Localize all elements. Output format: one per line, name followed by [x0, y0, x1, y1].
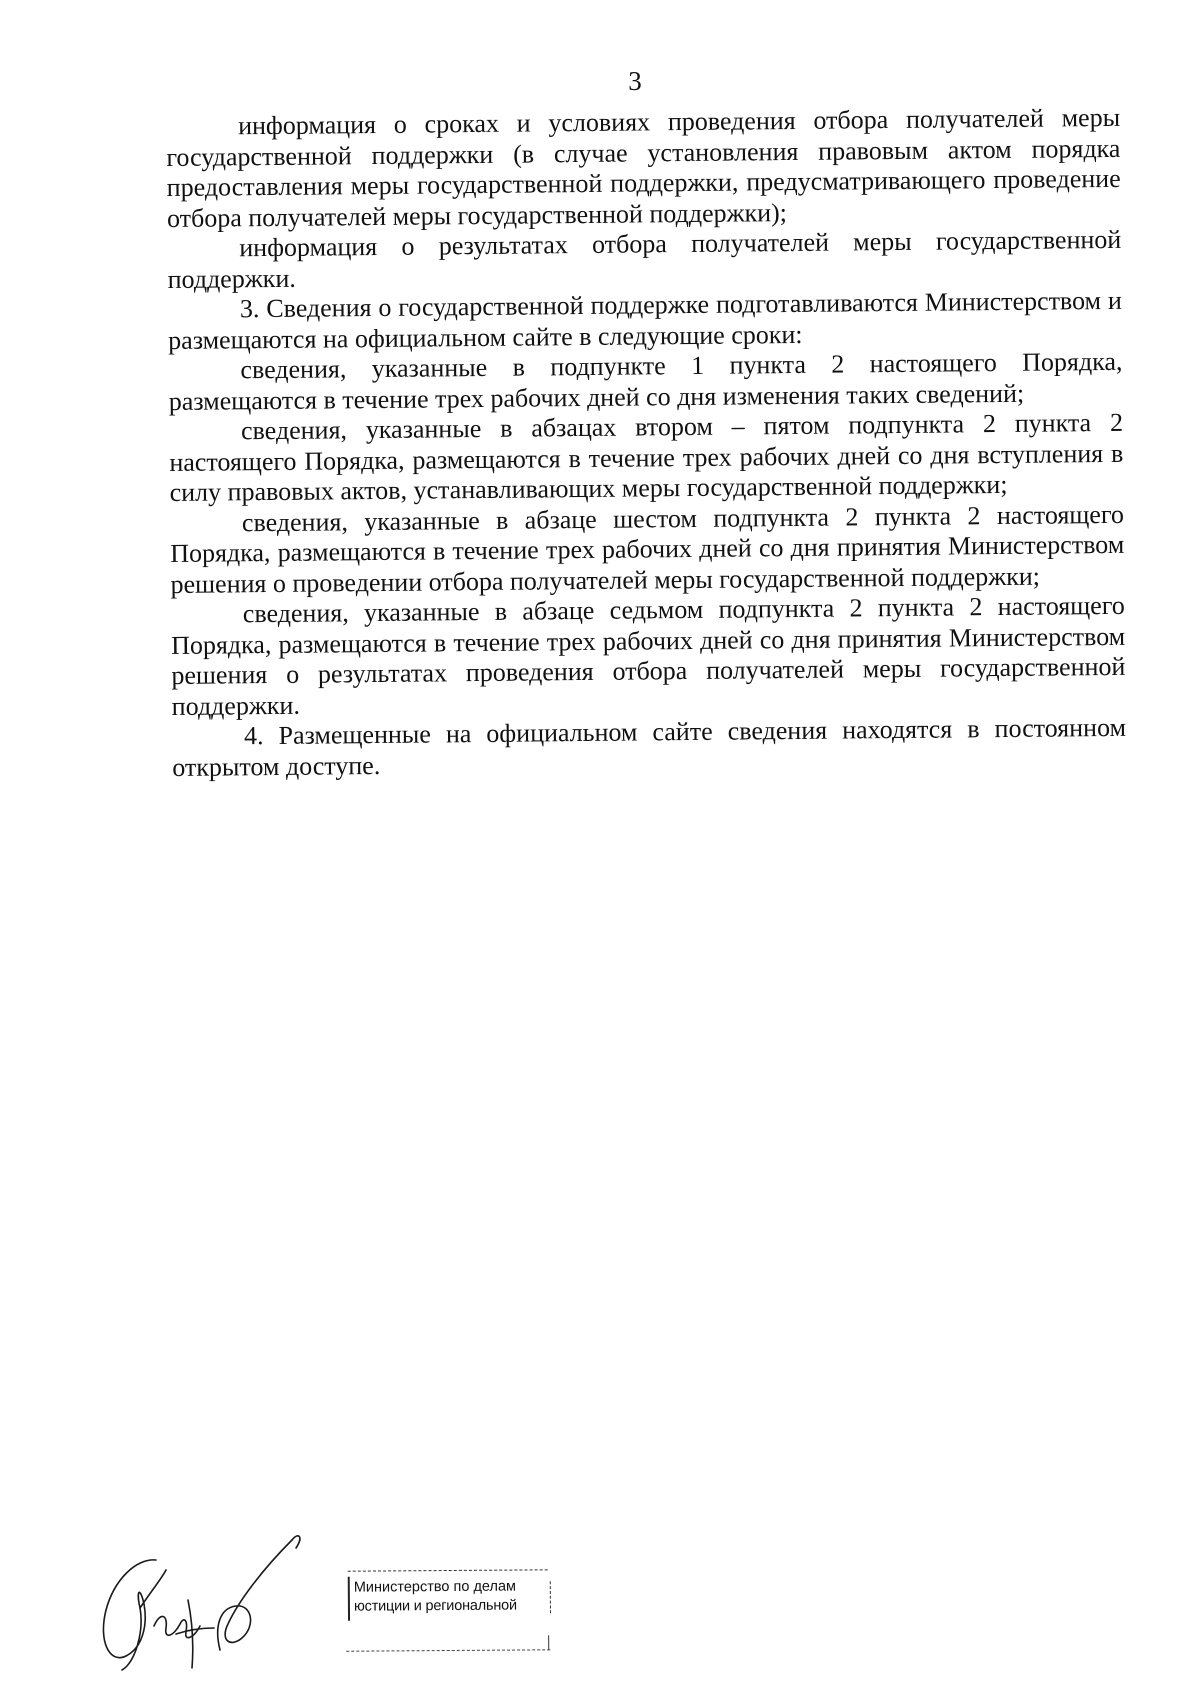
paragraph-selection-info: информация о сроках и условиях проведения отбора получателей меры государственной поддержки (в случае установления правовым актом порядка предоставления меры государственной поддержки, предусматривающего проведение отбора получателей меры государственной поддержки);	[166, 102, 1121, 233]
document-body	[166, 103, 1126, 783]
paragraph-item-3: 3. Сведения о государственной поддержке подготавливаются Министерством и размещаются на официальном сайте в следующие сроки:	[168, 285, 1122, 355]
stamp-bottom-border	[346, 1649, 550, 1651]
stamp-line-2: юстиции и региональной	[353, 1597, 517, 1615]
paragraph-selection-results: информация о результатах отбора получателей меры государственной поддержки.	[167, 224, 1122, 294]
paragraph-subitem-2-deadline: сведения, указанные в абзацах втором – пятом подпункта 2 пункта 2 настоящего Порядка, размещаются в течение трех рабочих дней со дня вступления в силу правовых актов, устанавливающих меры государственной поддержки;	[169, 407, 1124, 507]
handwritten-signature-icon	[96, 1530, 306, 1680]
stamp	[340, 1569, 561, 1661]
stamp-line-1: Министерство по делам	[353, 1578, 517, 1596]
stamp-top-border	[348, 1569, 548, 1571]
paragraph-subitem-1-deadline: сведения, указанные в подпункте 1 пункта 2 настоящего Порядка, размещаются в течение трех рабочих дней со дня изменения таких сведений;	[168, 346, 1123, 416]
page-number: 3	[628, 66, 642, 96]
stamp-bottom-tick	[548, 1635, 549, 1650]
paragraph-sixth-abzac-deadline: сведения, указанные в абзаце шестом подпункта 2 пункта 2 настоящего Порядка, размещаются в течение трех рабочих дней со дня принятия Министерством решения о проведении отбора получателей меры государственной поддержки;	[170, 499, 1125, 599]
paragraph-item-4: 4. Размещенные на официальном сайте сведения находятся в постоянном открытом доступе.	[172, 712, 1127, 782]
stamp-left-border	[348, 1577, 350, 1621]
stamp-right-border	[550, 1581, 551, 1613]
paragraph-seventh-abzac-deadline: сведения, указанные в абзаце седьмом подпункта 2 пункта 2 настоящего Порядка, размещаются в течение трех рабочих дней со дня принятия Министерством решения о результатах проведения отбора получателей меры государственной поддержки.	[170, 590, 1126, 721]
